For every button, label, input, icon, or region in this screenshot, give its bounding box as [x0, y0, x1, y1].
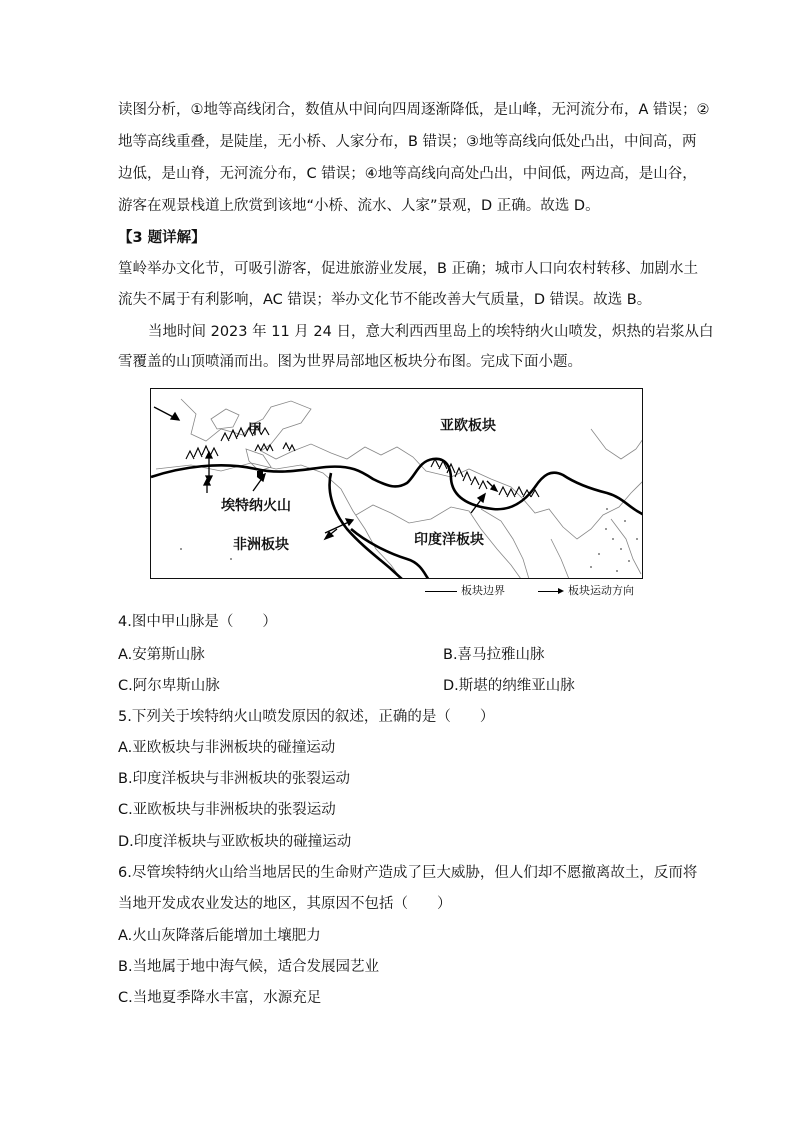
q6-option-a[interactable]: A.火山灰降落后能增加土壤肥力 — [118, 928, 321, 944]
etna-marker — [257, 471, 263, 477]
q5-option-c[interactable]: C.亚欧板块与非洲板块的张裂运动 — [118, 802, 336, 818]
answer-line-3: 边低，是山脊，无河流分布，C 错误；④地等高线向高处凸出，中间低，两边高，是山谷， — [118, 166, 697, 182]
answer-line-4: 游客在观景栈道上欣赏到该地“小桥、流水、人家”景观，D 正确。故选 D。 — [118, 198, 600, 214]
q4-option-b[interactable]: B.喜马拉雅山脉 — [443, 647, 545, 663]
q3-line-2: 流失不属于有利影响，AC 错误；举办文化节不能改善大气质量，D 错误。故选 B。 — [118, 292, 652, 308]
label-jia: 甲 — [248, 422, 262, 438]
label-eurasian-plate: 亚欧板块 — [440, 418, 496, 434]
q4-option-d[interactable]: D.斯堪的纳维亚山脉 — [443, 678, 575, 694]
legend-direction — [538, 582, 634, 598]
q6-option-c[interactable]: C.当地夏季降水丰富，水源充足 — [118, 990, 322, 1006]
plate-map-drawing — [151, 389, 643, 579]
q4-stem: 4.图中甲山脉是（ ） — [118, 614, 277, 630]
label-african-plate: 非洲板块 — [233, 537, 289, 553]
legend-direction-label: 板块运动方向 — [568, 584, 634, 597]
q3-heading: 【3 题详解】 — [118, 230, 206, 246]
plate-map — [150, 388, 643, 579]
alps-mountains — [186, 426, 295, 459]
q6-stem-line-1: 6.尽管埃特纳火山给当地居民的生命财产造成了巨大威胁，但人们却不愿撤离故土，反而将 — [118, 865, 698, 881]
legend-arrow-head-icon — [558, 588, 564, 594]
answer-line-1: 读图分析，①地等高线闭合，数值从中间向四周逐渐降低，是山峰，无河流分布，A 错误；② — [118, 102, 710, 118]
q6-option-b[interactable]: B.当地属于地中海气候，适合发展园艺业 — [118, 959, 380, 975]
intro-line-1: 当地时间 2023 年 11 月 24 日，意大利西西里岛上的埃特纳火山喷发，炽热的岩浆从白 — [148, 324, 714, 340]
q5-stem: 5.下列关于埃特纳火山喷发原因的叙述，正确的是（ ） — [118, 709, 495, 725]
coastlines — [156, 399, 643, 579]
legend-boundary-label: 板块边界 — [461, 584, 505, 597]
legend-arrow-shaft — [538, 591, 558, 592]
label-indian-plate: 印度洋板块 — [414, 532, 484, 548]
q5-option-b[interactable]: B.印度洋板块与非洲板块的张裂运动 — [118, 771, 351, 787]
q4-option-a[interactable]: A.安第斯山脉 — [118, 647, 205, 663]
legend-boundary — [425, 582, 505, 598]
q6-stem-line-2: 当地开发成农业发达的地区，其原因不包括（ ） — [118, 896, 452, 912]
label-etna-volcano: 埃特纳火山 — [221, 498, 291, 514]
q5-option-d[interactable]: D.印度洋板块与亚欧板块的碰撞运动 — [118, 834, 352, 850]
intro-line-2: 雪覆盖的山顶喷涌而出。图为世界局部地区板块分布图。完成下面小题。 — [118, 354, 582, 370]
q3-line-1: 篁岭举办文化节，可吸引游客，促进旅游业发展，B 正确；城市人口向农村转移、加剧水土 — [118, 261, 699, 277]
q5-option-a[interactable]: A.亚欧板块与非洲板块的碰撞运动 — [118, 740, 336, 756]
answer-line-2: 地等高线重叠，是陡崖，无小桥、人家分布，B 错误；③地等高线向低处凸出，中间高，两 — [118, 134, 697, 150]
q4-option-c[interactable]: C.阿尔卑斯山脉 — [118, 678, 220, 694]
legend-boundary-swatch — [425, 591, 457, 592]
